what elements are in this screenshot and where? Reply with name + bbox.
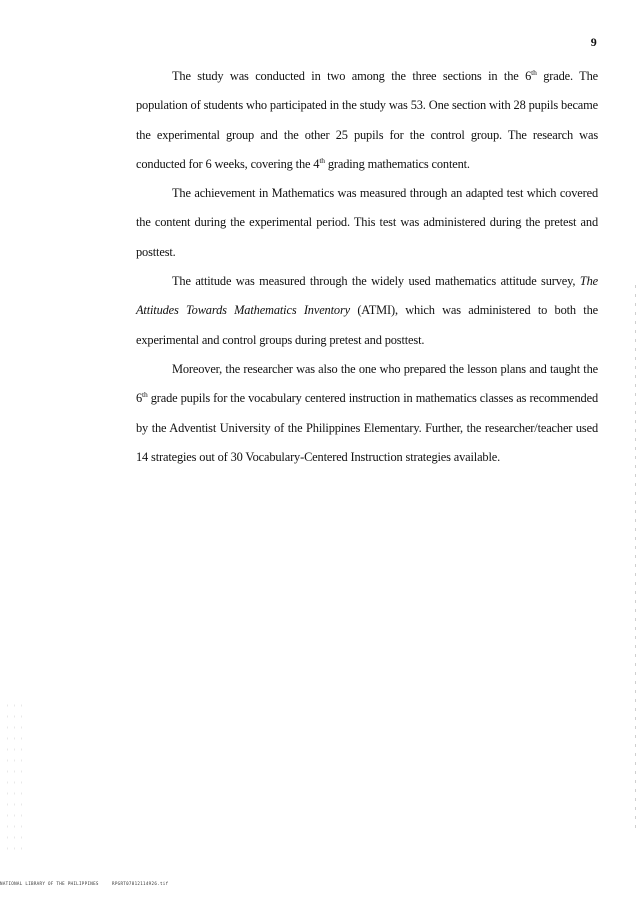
footer-file-name: RPGRT07812114926.tif bbox=[112, 881, 169, 886]
italic-survey-title: The Attitudes Towards Mathematics Inventory bbox=[136, 274, 598, 318]
superscript-ordinal: th bbox=[142, 390, 148, 400]
scan-speckle-artifact bbox=[4, 700, 26, 850]
paragraph-attitude bbox=[136, 267, 598, 355]
paragraph-text: (ATMI), which was administered to both the experimental and control groups during pretest and posttest. bbox=[136, 303, 598, 347]
paragraph-text: grade pupils for the vocabulary centered instruction in mathematics classes as recommended by the Adventist University of the Philippines Elementary. Further, the researcher/teacher used 14 strategies out of 30 Vocabulary-Centered Instruction strategies available. bbox=[136, 391, 598, 464]
paragraph-text: grading mathematics content. bbox=[324, 156, 470, 171]
paragraph-text: grade. The population of students who participated in the study was 53. One section with 28 pupils became the experimental group and the other 25 pupils for the control group. The research was conducted for 6 weeks, covering the 4 bbox=[136, 69, 598, 171]
scan-edge-artifact bbox=[635, 285, 636, 830]
paragraph-achievement bbox=[136, 179, 598, 267]
page-number: 9 bbox=[590, 35, 597, 49]
paragraph-instruction bbox=[136, 355, 598, 472]
footer-library-name: NATIONAL LIBRARY OF THE PHILIPPINES bbox=[0, 881, 99, 886]
paragraph-study-design bbox=[136, 62, 598, 179]
superscript-ordinal: th bbox=[531, 68, 537, 77]
paragraph-text: The achievement in Mathematics was measured through an adapted test which covered the content during the experimental period. This test was administered during the pretest and posttest. bbox=[136, 186, 598, 259]
paragraph-text: The attitude was measured through the widely used mathematics attitude survey, bbox=[172, 274, 580, 289]
paragraph-text: Moreover, the researcher was also the one who prepared the lesson plans and taught the 6 bbox=[136, 361, 598, 406]
document-body bbox=[136, 62, 598, 472]
superscript-ordinal: th bbox=[319, 155, 325, 165]
paragraph-text: The study was conducted in two among the three sections in the 6 bbox=[172, 69, 532, 83]
